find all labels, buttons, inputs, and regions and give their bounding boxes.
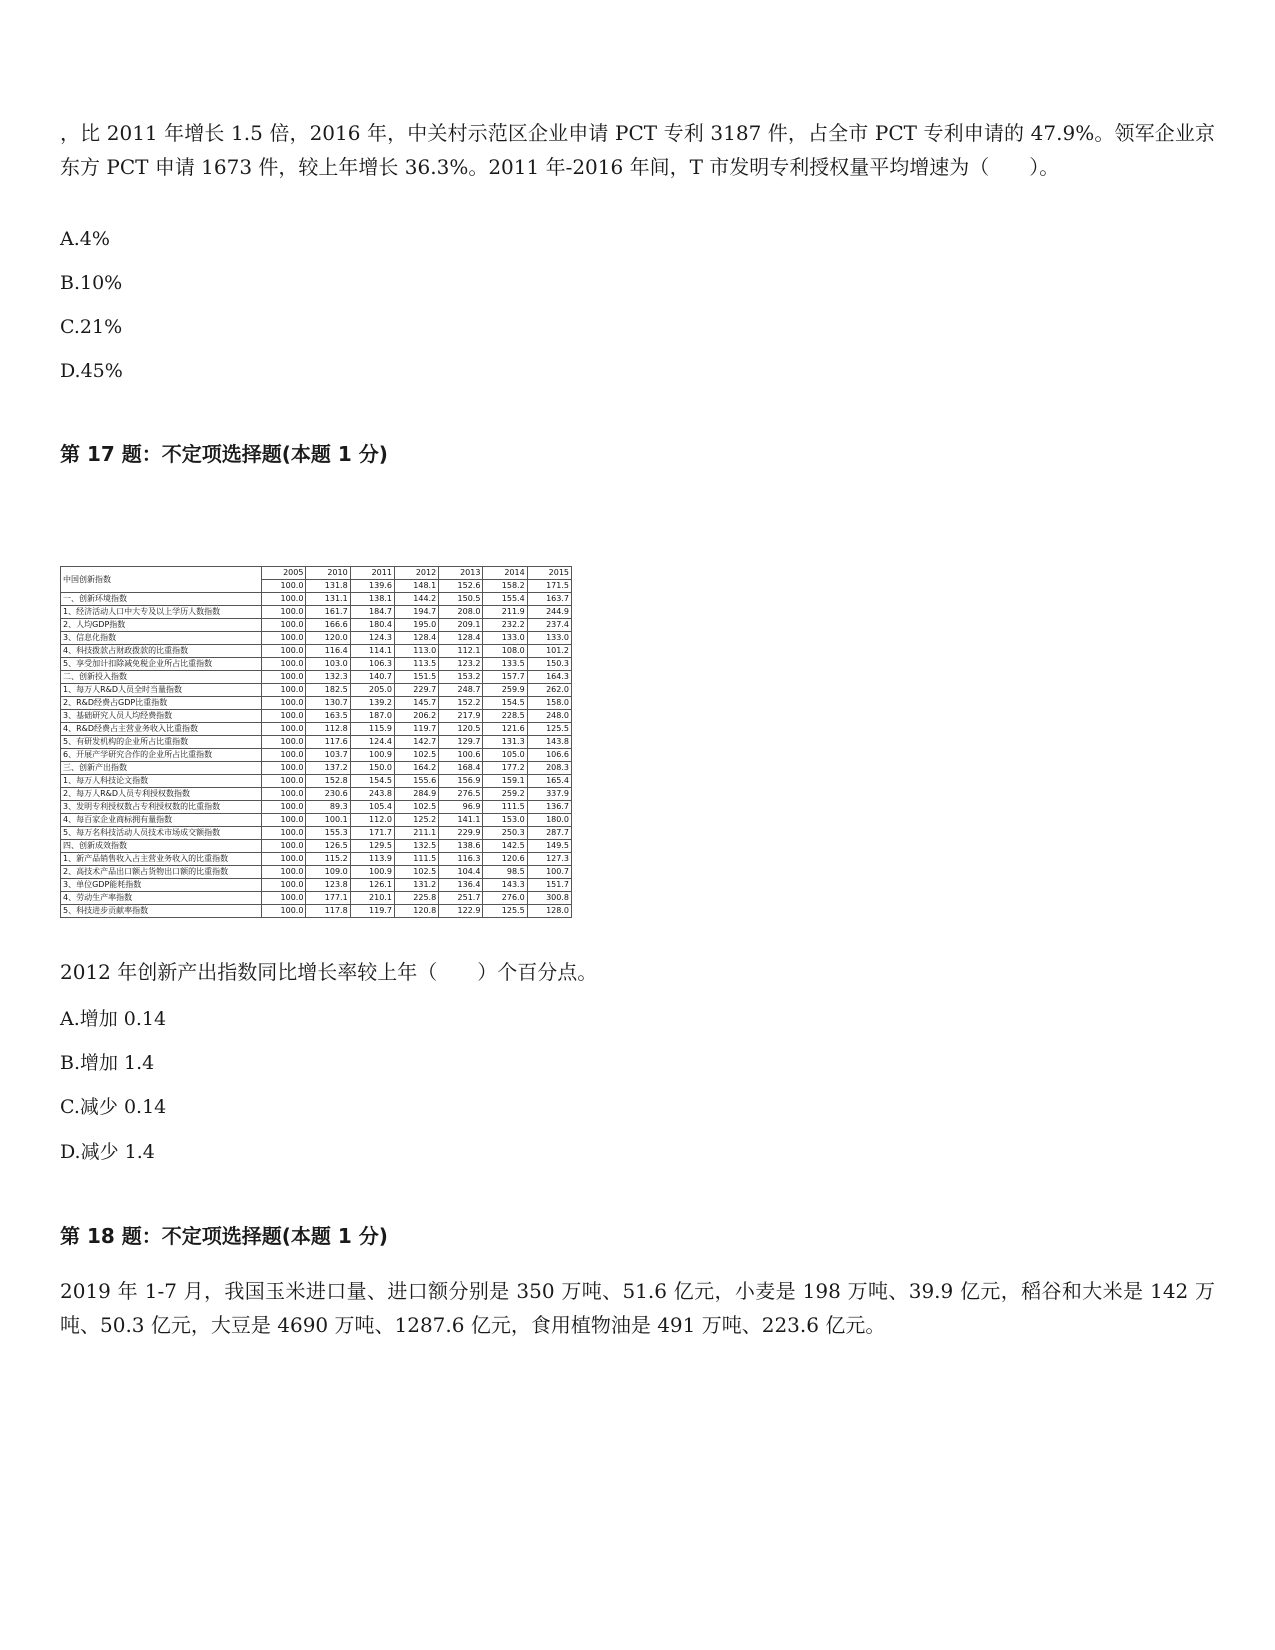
q17-option-d: D.减少 1.4 bbox=[60, 1141, 155, 1163]
innovation-index-table-image bbox=[60, 566, 572, 918]
table-row bbox=[61, 645, 572, 658]
value-cell: 100.0 bbox=[262, 736, 306, 749]
value-cell: 100.0 bbox=[262, 814, 306, 827]
value-cell: 187.0 bbox=[350, 710, 394, 723]
row-label: 3、单位GDP能耗指数 bbox=[61, 879, 262, 892]
q17-stem: 2012 年创新产出指数同比增长率较上年（ ）个百分点。 bbox=[60, 960, 598, 984]
total-cell: 152.6 bbox=[439, 580, 483, 593]
q16-option-d: D.45% bbox=[60, 360, 123, 382]
row-label: 1、每万人科技论文指数 bbox=[61, 775, 262, 788]
value-cell: 100.0 bbox=[262, 749, 306, 762]
value-cell: 164.3 bbox=[527, 671, 571, 684]
value-cell: 126.1 bbox=[350, 879, 394, 892]
value-cell: 112.0 bbox=[350, 814, 394, 827]
row-label: 一、创新环境指数 bbox=[61, 593, 262, 606]
row-label: 4、R&D经费占主营业务收入比重指数 bbox=[61, 723, 262, 736]
value-cell: 108.0 bbox=[483, 645, 527, 658]
value-cell: 100.7 bbox=[527, 866, 571, 879]
value-cell: 143.3 bbox=[483, 879, 527, 892]
row-label: 4、科技拨款占财政拨款的比重指数 bbox=[61, 645, 262, 658]
value-cell: 120.6 bbox=[483, 853, 527, 866]
value-cell: 105.4 bbox=[350, 801, 394, 814]
value-cell: 116.4 bbox=[306, 645, 350, 658]
value-cell: 116.3 bbox=[439, 853, 483, 866]
value-cell: 284.9 bbox=[394, 788, 438, 801]
value-cell: 248.0 bbox=[527, 710, 571, 723]
table-row bbox=[61, 736, 572, 749]
value-cell: 232.2 bbox=[483, 619, 527, 632]
table-row bbox=[61, 866, 572, 879]
year-header: 2014 bbox=[483, 567, 527, 580]
value-cell: 103.0 bbox=[306, 658, 350, 671]
value-cell: 300.8 bbox=[527, 892, 571, 905]
value-cell: 139.2 bbox=[350, 697, 394, 710]
value-cell: 115.2 bbox=[306, 853, 350, 866]
value-cell: 129.5 bbox=[350, 840, 394, 853]
value-cell: 149.5 bbox=[527, 840, 571, 853]
total-cell: 171.5 bbox=[527, 580, 571, 593]
row-label: 3、发明专利授权数占专利授权数的比重指数 bbox=[61, 801, 262, 814]
q16-option-c: C.21% bbox=[60, 316, 123, 338]
value-cell: 128.4 bbox=[394, 632, 438, 645]
value-cell: 133.0 bbox=[483, 632, 527, 645]
table-row bbox=[61, 632, 572, 645]
value-cell: 137.2 bbox=[306, 762, 350, 775]
value-cell: 100.0 bbox=[262, 827, 306, 840]
table-title: 中国创新指数 bbox=[61, 567, 262, 593]
value-cell: 259.9 bbox=[483, 684, 527, 697]
value-cell: 229.9 bbox=[439, 827, 483, 840]
table-row bbox=[61, 710, 572, 723]
value-cell: 259.2 bbox=[483, 788, 527, 801]
value-cell: 100.0 bbox=[262, 866, 306, 879]
value-cell: 100.0 bbox=[262, 684, 306, 697]
value-cell: 89.3 bbox=[306, 801, 350, 814]
value-cell: 100.0 bbox=[262, 840, 306, 853]
value-cell: 151.7 bbox=[527, 879, 571, 892]
row-label: 2、每万人R&D人员专利授权数指数 bbox=[61, 788, 262, 801]
value-cell: 109.0 bbox=[306, 866, 350, 879]
value-cell: 96.9 bbox=[439, 801, 483, 814]
total-cell: 139.6 bbox=[350, 580, 394, 593]
total-cell: 131.8 bbox=[306, 580, 350, 593]
value-cell: 276.5 bbox=[439, 788, 483, 801]
value-cell: 117.6 bbox=[306, 736, 350, 749]
value-cell: 126.5 bbox=[306, 840, 350, 853]
value-cell: 100.0 bbox=[262, 632, 306, 645]
row-label: 四、创新成效指数 bbox=[61, 840, 262, 853]
value-cell: 225.8 bbox=[394, 892, 438, 905]
table-row bbox=[61, 814, 572, 827]
value-cell: 119.7 bbox=[394, 723, 438, 736]
value-cell: 119.7 bbox=[350, 905, 394, 918]
q17-option-b: B.增加 1.4 bbox=[60, 1052, 155, 1074]
table-row bbox=[61, 762, 572, 775]
value-cell: 102.5 bbox=[394, 801, 438, 814]
value-cell: 120.8 bbox=[394, 905, 438, 918]
table-row bbox=[61, 606, 572, 619]
value-cell: 121.6 bbox=[483, 723, 527, 736]
value-cell: 136.4 bbox=[439, 879, 483, 892]
value-cell: 168.4 bbox=[439, 762, 483, 775]
q16-paragraph-block bbox=[60, 116, 1215, 184]
value-cell: 161.7 bbox=[306, 606, 350, 619]
value-cell: 154.5 bbox=[350, 775, 394, 788]
value-cell: 211.1 bbox=[394, 827, 438, 840]
value-cell: 171.7 bbox=[350, 827, 394, 840]
value-cell: 100.0 bbox=[262, 892, 306, 905]
value-cell: 102.5 bbox=[394, 749, 438, 762]
value-cell: 208.3 bbox=[527, 762, 571, 775]
value-cell: 150.5 bbox=[439, 593, 483, 606]
value-cell: 177.2 bbox=[483, 762, 527, 775]
value-cell: 100.0 bbox=[262, 853, 306, 866]
value-cell: 100.0 bbox=[262, 762, 306, 775]
value-cell: 124.4 bbox=[350, 736, 394, 749]
value-cell: 100.0 bbox=[262, 671, 306, 684]
value-cell: 112.1 bbox=[439, 645, 483, 658]
value-cell: 100.0 bbox=[262, 658, 306, 671]
value-cell: 217.9 bbox=[439, 710, 483, 723]
value-cell: 152.2 bbox=[439, 697, 483, 710]
value-cell: 123.8 bbox=[306, 879, 350, 892]
value-cell: 133.5 bbox=[483, 658, 527, 671]
value-cell: 143.8 bbox=[527, 736, 571, 749]
value-cell: 142.7 bbox=[394, 736, 438, 749]
q18-heading: 第 18 题：不定项选择题(本题 1 分) bbox=[60, 1224, 388, 1248]
value-cell: 230.6 bbox=[306, 788, 350, 801]
value-cell: 103.7 bbox=[306, 749, 350, 762]
value-cell: 131.2 bbox=[394, 879, 438, 892]
row-label: 2、高技术产品出口额占货物出口额的比重指数 bbox=[61, 866, 262, 879]
q17-option-a: A.增加 0.14 bbox=[60, 1008, 167, 1030]
q16-paragraph: ，比 2011 年增长 1.5 倍，2016 年，中关村示范区企业申请 PCT 专利 3187 件，占全市 PCT 专利申请的 47.9%。领军企业京东方 PCT 申请 1673 件，较上年增长 36.3%。2011 年-2016 年间，T 市发明专利授权量平均增速为（ ）。 bbox=[60, 121, 1215, 179]
table-row bbox=[61, 775, 572, 788]
table-row bbox=[61, 801, 572, 814]
value-cell: 248.7 bbox=[439, 684, 483, 697]
table-row bbox=[61, 671, 572, 684]
value-cell: 113.0 bbox=[394, 645, 438, 658]
value-cell: 132.3 bbox=[306, 671, 350, 684]
value-cell: 337.9 bbox=[527, 788, 571, 801]
value-cell: 100.0 bbox=[262, 619, 306, 632]
value-cell: 211.9 bbox=[483, 606, 527, 619]
row-label: 5、每万名科技活动人员技术市场成交额指数 bbox=[61, 827, 262, 840]
value-cell: 141.1 bbox=[439, 814, 483, 827]
value-cell: 105.0 bbox=[483, 749, 527, 762]
value-cell: 206.2 bbox=[394, 710, 438, 723]
value-cell: 158.0 bbox=[527, 697, 571, 710]
value-cell: 163.7 bbox=[527, 593, 571, 606]
value-cell: 142.5 bbox=[483, 840, 527, 853]
total-cell: 100.0 bbox=[262, 580, 306, 593]
total-cell: 158.2 bbox=[483, 580, 527, 593]
value-cell: 114.1 bbox=[350, 645, 394, 658]
value-cell: 100.9 bbox=[350, 866, 394, 879]
table-row bbox=[61, 892, 572, 905]
value-cell: 251.7 bbox=[439, 892, 483, 905]
value-cell: 106.3 bbox=[350, 658, 394, 671]
value-cell: 155.4 bbox=[483, 593, 527, 606]
table-row bbox=[61, 749, 572, 762]
value-cell: 243.8 bbox=[350, 788, 394, 801]
value-cell: 104.4 bbox=[439, 866, 483, 879]
value-cell: 128.4 bbox=[439, 632, 483, 645]
value-cell: 152.8 bbox=[306, 775, 350, 788]
value-cell: 127.3 bbox=[527, 853, 571, 866]
value-cell: 177.1 bbox=[306, 892, 350, 905]
value-cell: 155.6 bbox=[394, 775, 438, 788]
value-cell: 100.0 bbox=[262, 801, 306, 814]
row-label: 2、R&D经费占GDP比重指数 bbox=[61, 697, 262, 710]
table-row bbox=[61, 658, 572, 671]
value-cell: 144.2 bbox=[394, 593, 438, 606]
value-cell: 125.2 bbox=[394, 814, 438, 827]
value-cell: 155.3 bbox=[306, 827, 350, 840]
row-label: 三、创新产出指数 bbox=[61, 762, 262, 775]
value-cell: 113.5 bbox=[394, 658, 438, 671]
year-header: 2012 bbox=[394, 567, 438, 580]
value-cell: 138.1 bbox=[350, 593, 394, 606]
row-label: 1、经济活动人口中大专及以上学历人数指数 bbox=[61, 606, 262, 619]
value-cell: 132.5 bbox=[394, 840, 438, 853]
value-cell: 111.5 bbox=[483, 801, 527, 814]
year-header: 2015 bbox=[527, 567, 571, 580]
value-cell: 156.9 bbox=[439, 775, 483, 788]
value-cell: 98.5 bbox=[483, 866, 527, 879]
value-cell: 157.7 bbox=[483, 671, 527, 684]
value-cell: 180.0 bbox=[527, 814, 571, 827]
value-cell: 250.3 bbox=[483, 827, 527, 840]
value-cell: 164.2 bbox=[394, 762, 438, 775]
table-row bbox=[61, 840, 572, 853]
value-cell: 182.5 bbox=[306, 684, 350, 697]
value-cell: 100.0 bbox=[262, 697, 306, 710]
value-cell: 125.5 bbox=[483, 905, 527, 918]
q18-paragraph-block bbox=[60, 1274, 1215, 1342]
value-cell: 154.5 bbox=[483, 697, 527, 710]
value-cell: 145.7 bbox=[394, 697, 438, 710]
value-cell: 287.7 bbox=[527, 827, 571, 840]
row-label: 5、科技进步贡献率指数 bbox=[61, 905, 262, 918]
value-cell: 276.0 bbox=[483, 892, 527, 905]
value-cell: 125.5 bbox=[527, 723, 571, 736]
value-cell: 120.5 bbox=[439, 723, 483, 736]
row-label: 5、有研发机构的企业所占比重指数 bbox=[61, 736, 262, 749]
value-cell: 210.1 bbox=[350, 892, 394, 905]
row-label: 二、创新投入指数 bbox=[61, 671, 262, 684]
table-row bbox=[61, 723, 572, 736]
value-cell: 100.6 bbox=[439, 749, 483, 762]
table-row bbox=[61, 697, 572, 710]
value-cell: 194.7 bbox=[394, 606, 438, 619]
value-cell: 153.2 bbox=[439, 671, 483, 684]
value-cell: 133.0 bbox=[527, 632, 571, 645]
value-cell: 130.7 bbox=[306, 697, 350, 710]
value-cell: 262.0 bbox=[527, 684, 571, 697]
table-year-row bbox=[61, 567, 572, 580]
value-cell: 165.4 bbox=[527, 775, 571, 788]
value-cell: 100.0 bbox=[262, 593, 306, 606]
value-cell: 106.6 bbox=[527, 749, 571, 762]
value-cell: 195.0 bbox=[394, 619, 438, 632]
value-cell: 205.0 bbox=[350, 684, 394, 697]
value-cell: 112.8 bbox=[306, 723, 350, 736]
value-cell: 140.7 bbox=[350, 671, 394, 684]
row-label: 6、开展产学研究合作的企业所占比重指数 bbox=[61, 749, 262, 762]
value-cell: 150.0 bbox=[350, 762, 394, 775]
value-cell: 151.5 bbox=[394, 671, 438, 684]
value-cell: 166.6 bbox=[306, 619, 350, 632]
total-cell: 148.1 bbox=[394, 580, 438, 593]
value-cell: 100.1 bbox=[306, 814, 350, 827]
value-cell: 131.1 bbox=[306, 593, 350, 606]
q17-option-c: C.减少 0.14 bbox=[60, 1096, 167, 1118]
value-cell: 163.5 bbox=[306, 710, 350, 723]
row-label: 4、劳动生产率指数 bbox=[61, 892, 262, 905]
table-row bbox=[61, 853, 572, 866]
table-row bbox=[61, 593, 572, 606]
row-label: 5、享受加计扣除减免税企业所占比重指数 bbox=[61, 658, 262, 671]
value-cell: 117.8 bbox=[306, 905, 350, 918]
value-cell: 100.9 bbox=[350, 749, 394, 762]
value-cell: 129.7 bbox=[439, 736, 483, 749]
value-cell: 209.1 bbox=[439, 619, 483, 632]
year-header: 2010 bbox=[306, 567, 350, 580]
table-row bbox=[61, 827, 572, 840]
value-cell: 113.9 bbox=[350, 853, 394, 866]
table-row bbox=[61, 684, 572, 697]
q17-heading: 第 17 题：不定项选择题(本题 1 分) bbox=[60, 442, 388, 466]
row-label: 4、每百家企业商标拥有量指数 bbox=[61, 814, 262, 827]
row-label: 3、基础研究人员人均经费指数 bbox=[61, 710, 262, 723]
value-cell: 111.5 bbox=[394, 853, 438, 866]
q18-paragraph: 2019 年 1-7 月，我国玉米进口量、进口额分别是 350 万吨、51.6 亿元，小麦是 198 万吨、39.9 亿元，稻谷和大米是 142 万吨、50.3 亿元，大豆是 4690 万吨、1287.6 亿元，食用植物油是 491 万吨、223.6 亿元。 bbox=[60, 1279, 1215, 1337]
value-cell: 100.0 bbox=[262, 710, 306, 723]
value-cell: 101.2 bbox=[527, 645, 571, 658]
value-cell: 120.0 bbox=[306, 632, 350, 645]
value-cell: 100.0 bbox=[262, 788, 306, 801]
value-cell: 229.7 bbox=[394, 684, 438, 697]
value-cell: 159.1 bbox=[483, 775, 527, 788]
table-row bbox=[61, 788, 572, 801]
value-cell: 100.0 bbox=[262, 879, 306, 892]
value-cell: 115.9 bbox=[350, 723, 394, 736]
value-cell: 122.9 bbox=[439, 905, 483, 918]
value-cell: 244.9 bbox=[527, 606, 571, 619]
value-cell: 237.4 bbox=[527, 619, 571, 632]
value-cell: 184.7 bbox=[350, 606, 394, 619]
row-label: 1、新产品销售收入占主营业务收入的比重指数 bbox=[61, 853, 262, 866]
value-cell: 180.4 bbox=[350, 619, 394, 632]
value-cell: 100.0 bbox=[262, 905, 306, 918]
value-cell: 131.3 bbox=[483, 736, 527, 749]
table-row bbox=[61, 619, 572, 632]
year-header: 2005 bbox=[262, 567, 306, 580]
value-cell: 100.0 bbox=[262, 645, 306, 658]
value-cell: 228.5 bbox=[483, 710, 527, 723]
value-cell: 100.0 bbox=[262, 606, 306, 619]
value-cell: 124.3 bbox=[350, 632, 394, 645]
value-cell: 138.6 bbox=[439, 840, 483, 853]
row-label: 2、人均GDP指数 bbox=[61, 619, 262, 632]
q16-option-b: B.10% bbox=[60, 272, 123, 294]
value-cell: 208.0 bbox=[439, 606, 483, 619]
value-cell: 100.0 bbox=[262, 775, 306, 788]
table-row bbox=[61, 905, 572, 918]
table-row bbox=[61, 879, 572, 892]
value-cell: 102.5 bbox=[394, 866, 438, 879]
value-cell: 153.0 bbox=[483, 814, 527, 827]
innovation-index-table bbox=[60, 566, 572, 918]
value-cell: 128.0 bbox=[527, 905, 571, 918]
value-cell: 150.3 bbox=[527, 658, 571, 671]
year-header: 2013 bbox=[439, 567, 483, 580]
value-cell: 136.7 bbox=[527, 801, 571, 814]
value-cell: 100.0 bbox=[262, 723, 306, 736]
q16-option-a: A.4% bbox=[60, 228, 110, 250]
row-label: 1、每万人R&D人员全时当量指数 bbox=[61, 684, 262, 697]
value-cell: 123.2 bbox=[439, 658, 483, 671]
year-header: 2011 bbox=[350, 567, 394, 580]
row-label: 3、信息化指数 bbox=[61, 632, 262, 645]
